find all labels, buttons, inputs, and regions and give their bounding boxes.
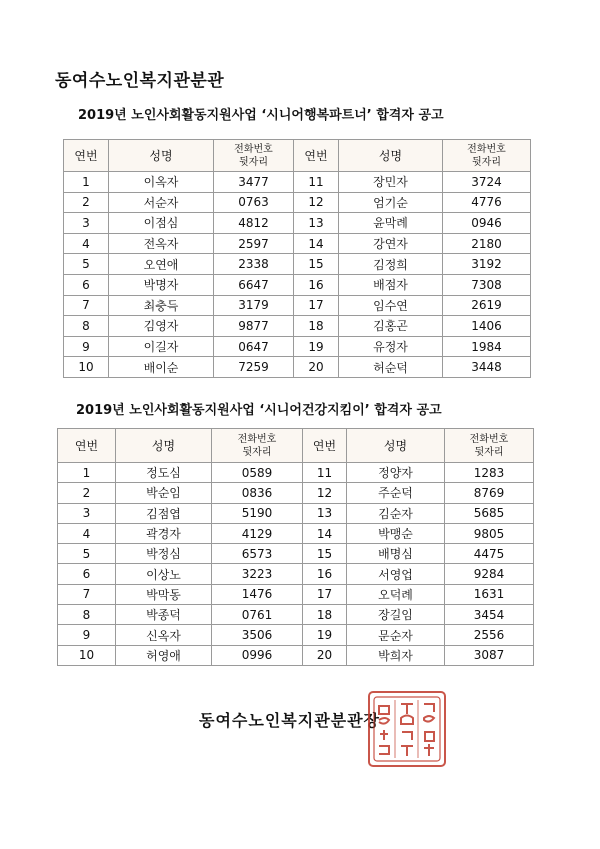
- table-row: [58, 564, 534, 584]
- row-number: 15: [303, 544, 347, 564]
- applicant-name: 박맹순: [347, 523, 445, 543]
- row-number: 5: [64, 254, 109, 275]
- applicant-name: 서영업: [347, 564, 445, 584]
- phone-last-digits: 7308: [443, 274, 531, 295]
- header-no-2: 연번: [303, 429, 347, 463]
- table-body: [58, 463, 534, 666]
- applicant-name: 주순덕: [347, 483, 445, 503]
- applicant-name: 엄기순: [339, 192, 443, 213]
- row-number: 5: [58, 544, 116, 564]
- row-number: 14: [303, 523, 347, 543]
- row-number: 8: [64, 316, 109, 337]
- applicant-name: 최충득: [109, 295, 214, 316]
- table-body: [64, 172, 531, 378]
- applicant-name: 김점엽: [116, 503, 212, 523]
- row-number: 16: [294, 274, 339, 295]
- header-phone-2: [445, 429, 534, 463]
- table-row: [58, 625, 534, 645]
- phone-last-digits: 7259: [214, 357, 294, 378]
- phone-last-digits: 9805: [445, 523, 534, 543]
- table-row: [58, 544, 534, 564]
- table-row: [58, 523, 534, 543]
- phone-last-digits: 4129: [212, 523, 303, 543]
- row-number: 7: [64, 295, 109, 316]
- header-name-2: 성명: [347, 429, 445, 463]
- applicant-name: 장길임: [347, 605, 445, 625]
- official-seal-stamp: [365, 688, 449, 770]
- applicant-name: 박정심: [116, 544, 212, 564]
- table-row: [64, 254, 531, 275]
- row-number: 9: [64, 336, 109, 357]
- header-phone-line1: 전화번호: [467, 143, 506, 155]
- table-header-row: [58, 429, 534, 463]
- row-number: 14: [294, 233, 339, 254]
- header-phone-line1: 전화번호: [234, 143, 273, 155]
- row-number: 17: [303, 584, 347, 604]
- row-number: 4: [64, 233, 109, 254]
- applicant-name: 윤막례: [339, 213, 443, 234]
- row-number: 13: [303, 503, 347, 523]
- row-number: 10: [58, 645, 116, 665]
- applicant-name: 정양자: [347, 463, 445, 483]
- senior-happiness-partner-table: [63, 139, 531, 378]
- applicant-name: 곽경자: [116, 523, 212, 543]
- applicant-name: 김순자: [347, 503, 445, 523]
- phone-last-digits: 1283: [445, 463, 534, 483]
- row-number: 9: [58, 625, 116, 645]
- row-number: 11: [303, 463, 347, 483]
- phone-last-digits: 2338: [214, 254, 294, 275]
- phone-last-digits: 4475: [445, 544, 534, 564]
- row-number: 19: [294, 336, 339, 357]
- applicant-name: 배점자: [339, 274, 443, 295]
- applicant-name: 문순자: [347, 625, 445, 645]
- table-header-row: [64, 140, 531, 172]
- row-number: 20: [294, 357, 339, 378]
- applicant-name: 전옥자: [109, 233, 214, 254]
- phone-last-digits: 5190: [212, 503, 303, 523]
- header-phone-2: [443, 140, 531, 172]
- phone-last-digits: 6573: [212, 544, 303, 564]
- phone-last-digits: 3223: [212, 564, 303, 584]
- phone-last-digits: 0946: [443, 213, 531, 234]
- row-number: 10: [64, 357, 109, 378]
- phone-last-digits: 2180: [443, 233, 531, 254]
- row-number: 12: [303, 483, 347, 503]
- phone-last-digits: 0647: [214, 336, 294, 357]
- row-number: 2: [58, 483, 116, 503]
- table-row: [58, 483, 534, 503]
- row-number: 1: [64, 172, 109, 193]
- table-row: [64, 192, 531, 213]
- phone-last-digits: 2556: [445, 625, 534, 645]
- phone-last-digits: 0836: [212, 483, 303, 503]
- table-row: [64, 172, 531, 193]
- applicant-name: 유정자: [339, 336, 443, 357]
- phone-last-digits: 3192: [443, 254, 531, 275]
- phone-last-digits: 3179: [214, 295, 294, 316]
- applicant-name: 김영자: [109, 316, 214, 337]
- applicant-name: 이옥자: [109, 172, 214, 193]
- row-number: 12: [294, 192, 339, 213]
- applicant-name: 이상노: [116, 564, 212, 584]
- table-row: [58, 605, 534, 625]
- senior-health-guardian-table: [57, 428, 534, 666]
- signatory-line: 동여수노인복지관분관장: [199, 711, 381, 730]
- applicant-name: 박종덕: [116, 605, 212, 625]
- phone-last-digits: 3448: [443, 357, 531, 378]
- phone-last-digits: 4776: [443, 192, 531, 213]
- phone-last-digits: 2597: [214, 233, 294, 254]
- applicant-name: 박순임: [116, 483, 212, 503]
- row-number: 3: [64, 213, 109, 234]
- phone-last-digits: 1631: [445, 584, 534, 604]
- header-no: 연번: [58, 429, 116, 463]
- table-row: [64, 336, 531, 357]
- header-name: 성명: [109, 140, 214, 172]
- row-number: 13: [294, 213, 339, 234]
- phone-last-digits: 0589: [212, 463, 303, 483]
- row-number: 1: [58, 463, 116, 483]
- header-phone: [212, 429, 303, 463]
- header-phone-line2: 뒷자리: [239, 156, 268, 168]
- row-number: 4: [58, 523, 116, 543]
- table-row: [64, 233, 531, 254]
- applicant-name: 배이순: [109, 357, 214, 378]
- table-row: [64, 357, 531, 378]
- header-no: 연번: [64, 140, 109, 172]
- row-number: 6: [64, 274, 109, 295]
- applicant-name: 서순자: [109, 192, 214, 213]
- header-no-2: 연번: [294, 140, 339, 172]
- header-name-2: 성명: [339, 140, 443, 172]
- table-row: [64, 295, 531, 316]
- row-number: 8: [58, 605, 116, 625]
- header-phone-line1: 전화번호: [469, 433, 509, 445]
- applicant-name: 이점심: [109, 213, 214, 234]
- phone-last-digits: 3506: [212, 625, 303, 645]
- applicant-name: 강연자: [339, 233, 443, 254]
- header-phone-line1: 전화번호: [237, 433, 277, 445]
- row-number: 3: [58, 503, 116, 523]
- row-number: 19: [303, 625, 347, 645]
- header-phone: [214, 140, 294, 172]
- applicant-name: 박막동: [116, 584, 212, 604]
- row-number: 17: [294, 295, 339, 316]
- row-number: 18: [303, 605, 347, 625]
- table-row: [58, 645, 534, 665]
- applicant-name: 허영애: [116, 645, 212, 665]
- applicant-name: 김정희: [339, 254, 443, 275]
- section1-title: 2019년 노인사회활동지원사업 ‘시니어행복파트너’ 합격자 공고: [78, 108, 444, 123]
- applicant-name: 배명심: [347, 544, 445, 564]
- phone-last-digits: 1476: [212, 584, 303, 604]
- table-row: [64, 274, 531, 295]
- table-row: [58, 463, 534, 483]
- applicant-name: 임수연: [339, 295, 443, 316]
- applicant-name: 오덕례: [347, 584, 445, 604]
- applicant-name: 허순덕: [339, 357, 443, 378]
- table-row: [58, 503, 534, 523]
- phone-last-digits: 9284: [445, 564, 534, 584]
- section2-title: 2019년 노인사회활동지원사업 ‘시니어건강지킴이’ 합격자 공고: [76, 403, 442, 418]
- applicant-name: 장민자: [339, 172, 443, 193]
- row-number: 18: [294, 316, 339, 337]
- phone-last-digits: 1984: [443, 336, 531, 357]
- applicant-name: 박희자: [347, 645, 445, 665]
- phone-last-digits: 0996: [212, 645, 303, 665]
- row-number: 11: [294, 172, 339, 193]
- table-row: [64, 316, 531, 337]
- applicant-name: 김홍곤: [339, 316, 443, 337]
- phone-last-digits: 1406: [443, 316, 531, 337]
- applicant-name: 이길자: [109, 336, 214, 357]
- row-number: 2: [64, 192, 109, 213]
- phone-last-digits: 8769: [445, 483, 534, 503]
- header-name: 성명: [116, 429, 212, 463]
- phone-last-digits: 4812: [214, 213, 294, 234]
- phone-last-digits: 3477: [214, 172, 294, 193]
- row-number: 7: [58, 584, 116, 604]
- row-number: 15: [294, 254, 339, 275]
- phone-last-digits: 5685: [445, 503, 534, 523]
- phone-last-digits: 3087: [445, 645, 534, 665]
- applicant-name: 오연애: [109, 254, 214, 275]
- applicant-name: 정도심: [116, 463, 212, 483]
- org-title: 동여수노인복지관분관: [55, 71, 225, 91]
- row-number: 16: [303, 564, 347, 584]
- phone-last-digits: 9877: [214, 316, 294, 337]
- row-number: 20: [303, 645, 347, 665]
- phone-last-digits: 0763: [214, 192, 294, 213]
- applicant-name: 신옥자: [116, 625, 212, 645]
- row-number: 6: [58, 564, 116, 584]
- table-row: [64, 213, 531, 234]
- phone-last-digits: 3724: [443, 172, 531, 193]
- phone-last-digits: 3454: [445, 605, 534, 625]
- phone-last-digits: 6647: [214, 274, 294, 295]
- applicant-name: 박명자: [109, 274, 214, 295]
- header-phone-line2: 뒷자리: [242, 446, 272, 458]
- header-phone-line2: 뒷자리: [474, 446, 504, 458]
- table-row: [58, 584, 534, 604]
- phone-last-digits: 0761: [212, 605, 303, 625]
- phone-last-digits: 2619: [443, 295, 531, 316]
- header-phone-line2: 뒷자리: [472, 156, 501, 168]
